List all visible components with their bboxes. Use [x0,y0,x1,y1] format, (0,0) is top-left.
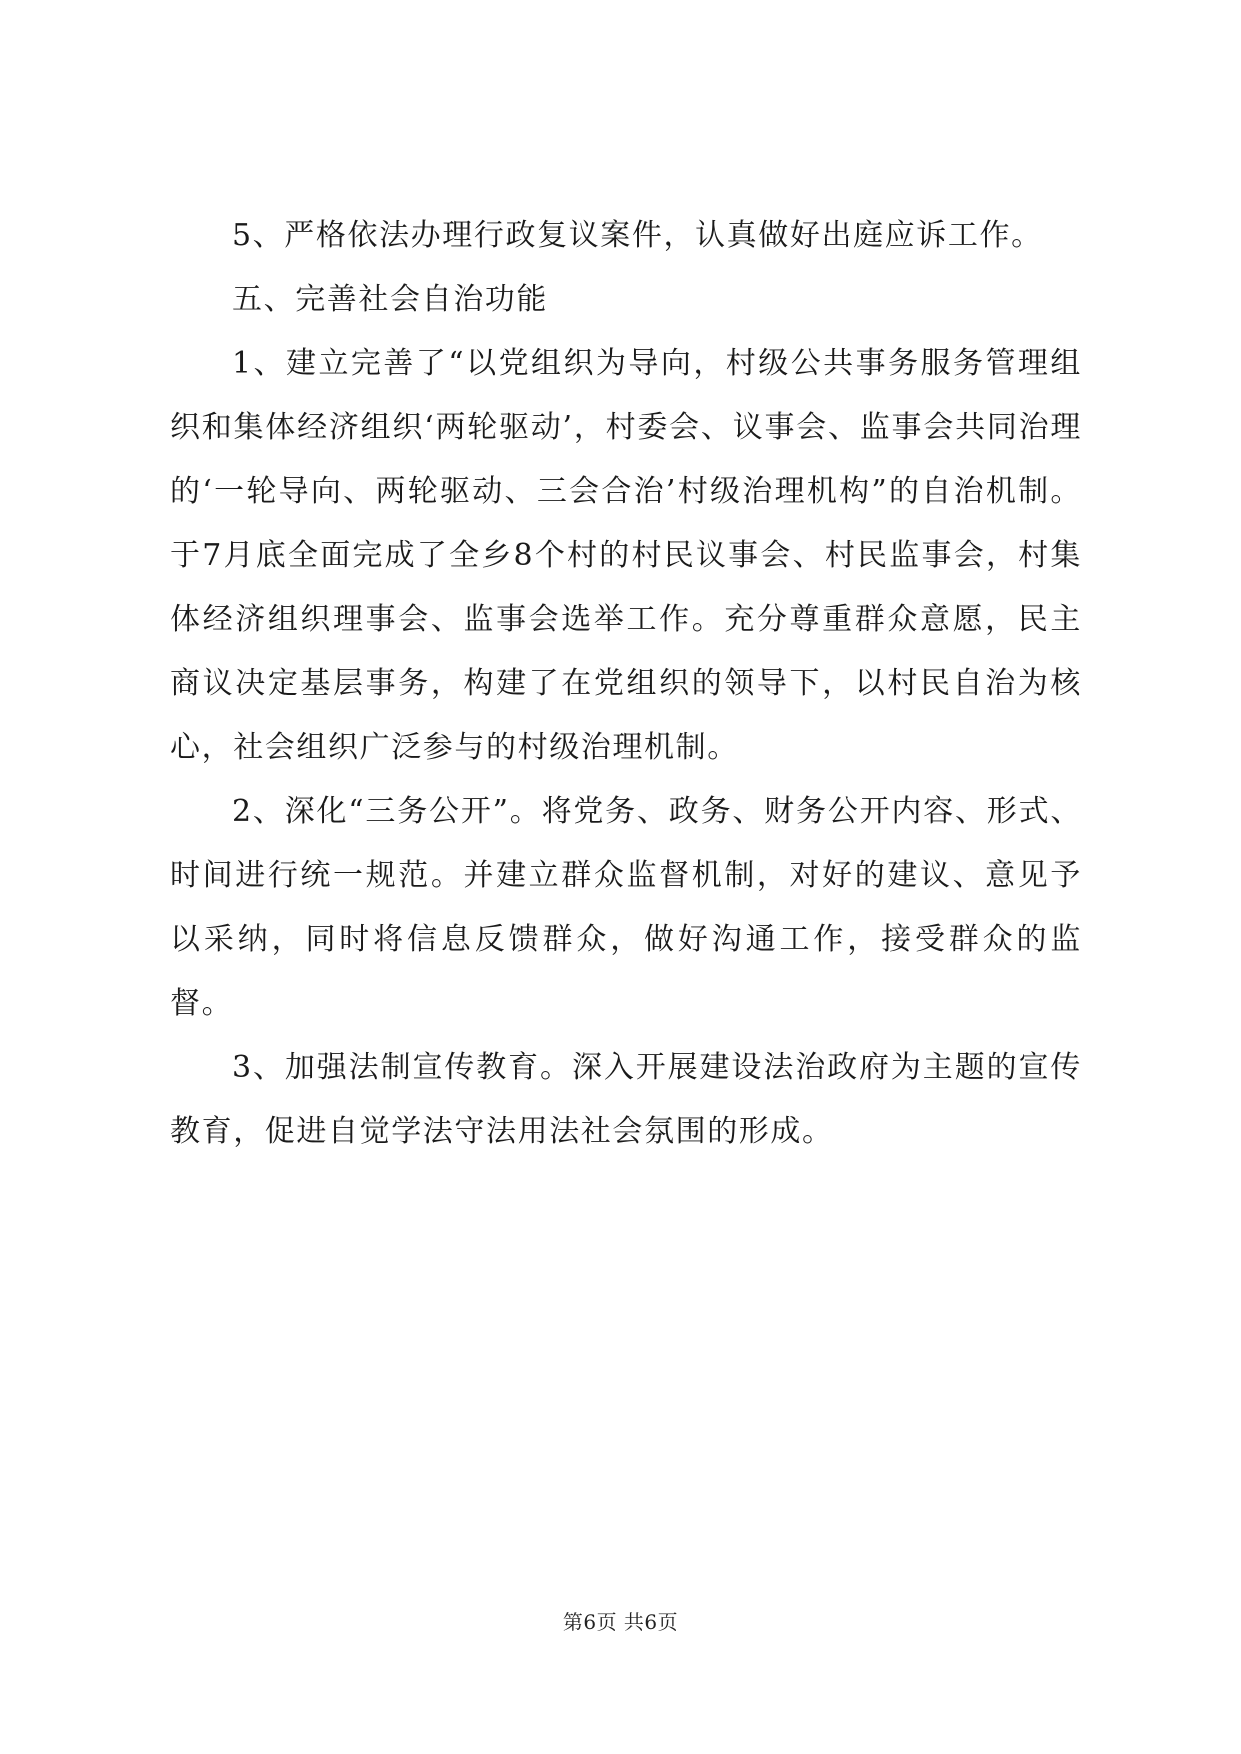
paragraph-item-2: 2、深化“三务公开”。将党务、政务、财务公开内容、形式、时间进行统一规范。并建立群众监督机制，对好的建议、意见予以采纳，同时将信息反馈群众，做好沟通工作，接受群众的监督。 [170,794,1082,1021]
paragraph-item-3: 3、加强法制宣传教育。深入开展建设法治政府为主题的宣传教育，促进自觉学法守法用法社会氛围的形成。 [170,1050,1082,1149]
page-footer: 第6页 共6页 [562,1610,679,1634]
paragraph-item-1: 1、建立完善了“以党组织为导向，村级公共事务服务管理组织和集体经济组织‘两轮驱动’，村委会、议事会、监事会共同治理的‘一轮导向、两轮驱动、三会合治’村级治理机构”的自治机制。于7月底全面完成了全乡8个村的村民议事会、村民监事会，村集体经济组织理事会、监事会选举工作。充分尊重群众意愿，民主商议决定基层事务，构建了在党组织的领导下，以村民自治为核心，社会组织广泛参与的村级治理机制。 [170,346,1082,765]
document-body [170,204,1082,1164]
paragraph-item-5: 5、严格依法办理行政复议案件，认真做好出庭应诉工作。 [232,218,1043,253]
section-heading-five: 五、完善社会自治功能 [232,282,548,317]
